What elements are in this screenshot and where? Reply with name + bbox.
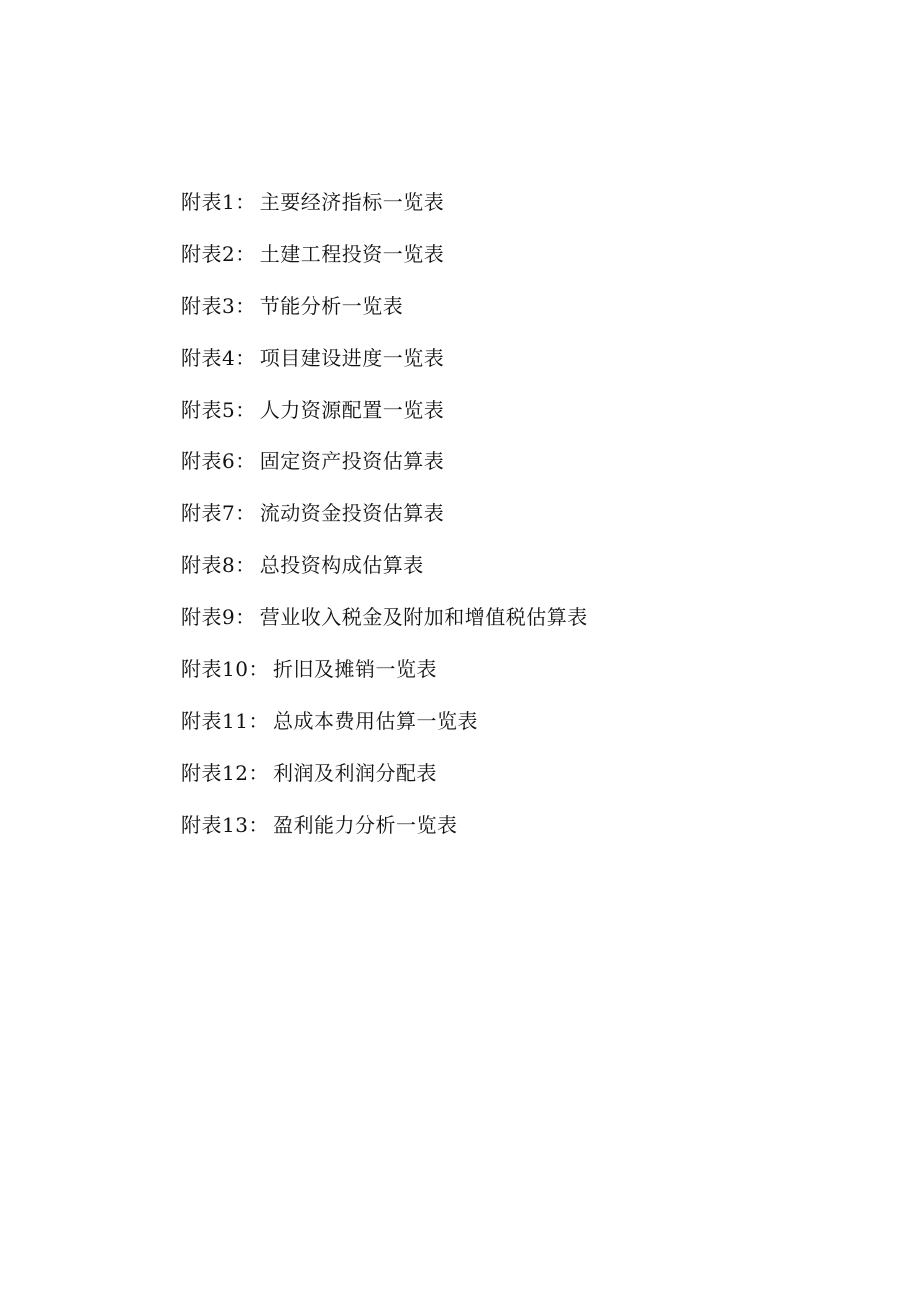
appendix-title: 总投资构成估算表 (259, 553, 424, 578)
appendix-title: 节能分析一览表 (259, 293, 404, 318)
appendix-title: 项目建设进度一览表 (259, 345, 445, 370)
appendix-title: 盈利能力分析一览表 (272, 812, 458, 837)
appendix-item (181, 290, 588, 342)
appendix-item (181, 809, 588, 861)
appendix-list (181, 186, 588, 861)
appendix-label: 附表11 (181, 708, 249, 733)
appendix-item (181, 238, 588, 290)
appendix-item (181, 497, 588, 549)
appendix-separator: ： (235, 501, 256, 526)
appendix-label: 附表8 (181, 553, 236, 578)
appendix-title: 营业收入税金及附加和增值税估算表 (259, 605, 588, 630)
appendix-title: 总成本费用估算一览表 (272, 708, 478, 733)
appendix-label: 附表1 (181, 190, 236, 214)
appendix-separator: ： (248, 708, 269, 733)
appendix-label: 附表7 (181, 501, 236, 526)
appendix-separator: ： (235, 449, 256, 474)
appendix-separator: ： (235, 190, 256, 214)
appendix-separator: ： (248, 760, 269, 785)
appendix-label: 附表10 (181, 657, 249, 682)
appendix-separator: ： (248, 812, 269, 837)
appendix-label: 附表12 (181, 760, 249, 785)
appendix-separator: ： (235, 345, 256, 370)
appendix-label: 附表5 (181, 397, 236, 422)
appendix-label: 附表2 (181, 241, 236, 266)
appendix-separator: ： (235, 605, 256, 630)
appendix-label: 附表3 (181, 293, 236, 318)
appendix-title: 折旧及摊销一览表 (272, 657, 437, 682)
appendix-separator: ： (235, 397, 256, 422)
appendix-item (181, 186, 588, 238)
appendix-separator: ： (235, 241, 256, 266)
appendix-item (181, 445, 588, 497)
appendix-item (181, 653, 588, 705)
appendix-item (181, 549, 588, 601)
appendix-label: 附表9 (181, 605, 236, 630)
appendix-title: 人力资源配置一览表 (259, 397, 445, 422)
appendix-title: 土建工程投资一览表 (259, 241, 445, 266)
appendix-separator: ： (235, 293, 256, 318)
appendix-item (181, 705, 588, 757)
appendix-label: 附表4 (181, 345, 236, 370)
appendix-title: 利润及利润分配表 (272, 760, 437, 785)
appendix-title: 主要经济指标一览表 (259, 190, 445, 214)
appendix-separator: ： (248, 657, 269, 682)
appendix-item (181, 342, 588, 394)
appendix-item (181, 757, 588, 809)
appendix-title: 流动资金投资估算表 (259, 501, 445, 526)
appendix-separator: ： (235, 553, 256, 578)
appendix-item (181, 394, 588, 446)
appendix-title: 固定资产投资估算表 (259, 449, 445, 474)
appendix-label: 附表13 (181, 812, 249, 837)
appendix-label: 附表6 (181, 449, 236, 474)
appendix-item (181, 601, 588, 653)
